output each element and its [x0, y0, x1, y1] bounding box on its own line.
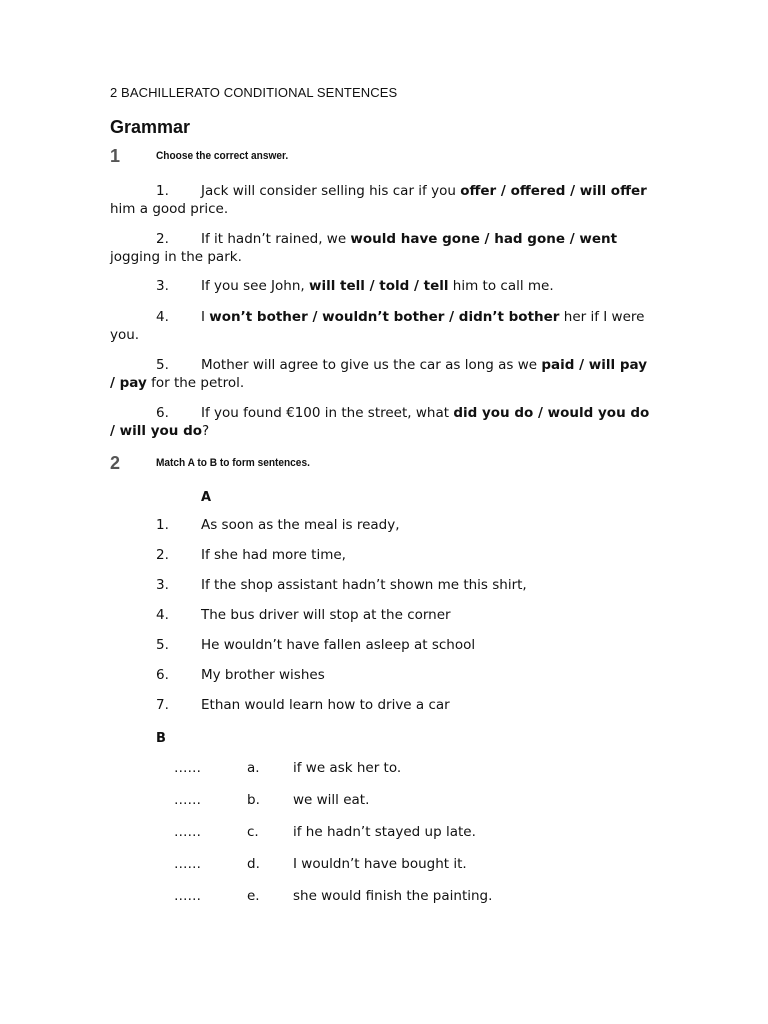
question-6 [110, 404, 655, 440]
option: will pay [588, 357, 648, 373]
question-text: Jack will consider selling his car if you [201, 183, 461, 199]
question-number: 3. [156, 278, 169, 294]
item-text: Ethan would learn how to drive a car [201, 697, 450, 713]
column-a-label: A [201, 490, 212, 505]
item-letter: c. [247, 824, 259, 840]
option: went [579, 231, 618, 247]
question-text: him to call me. [448, 278, 554, 294]
option-separator: / [444, 309, 459, 325]
item-letter: b. [247, 792, 260, 808]
question-number: 2. [156, 231, 169, 247]
item-letter: d. [247, 856, 260, 872]
option-separator: / [110, 423, 120, 439]
option: pay [119, 375, 147, 391]
item-text: she would finish the painting. [293, 888, 493, 904]
item-text: As soon as the meal is ready, [201, 517, 400, 533]
option: will you do [119, 423, 203, 439]
item-number: 3. [156, 577, 169, 593]
item-text: My brother wishes [201, 667, 325, 683]
option: didn’t bother [458, 309, 560, 325]
option-separator: / [565, 231, 580, 247]
item-number: 2. [156, 547, 169, 563]
question-text: him a good price. [110, 201, 229, 217]
option: will offer [579, 183, 647, 199]
option-separator: / [533, 405, 548, 421]
answer-blank: …… [174, 888, 201, 904]
column-b-item [174, 760, 401, 776]
option-separator: / [565, 183, 580, 199]
question-text: Mother will agree to give us the car as long as we [201, 357, 542, 373]
item-number: 1. [156, 517, 169, 533]
option-separator: / [364, 278, 380, 294]
option: paid [541, 357, 575, 373]
answer-blank: …… [174, 856, 201, 872]
question-3 [110, 277, 655, 295]
question-2 [110, 230, 655, 266]
column-a-item [156, 547, 346, 563]
option: wouldn’t bother [322, 309, 445, 325]
option-separator: / [307, 309, 323, 325]
question-number: 5. [156, 357, 169, 373]
option: would have gone [350, 231, 480, 247]
answer-blank: …… [174, 824, 201, 840]
option: had gone [494, 231, 565, 247]
exercise-2-instruction: Match A to B to form sentences. [156, 457, 310, 469]
answer-blank: …… [174, 792, 201, 808]
item-number: 5. [156, 637, 169, 653]
question-1 [110, 182, 655, 218]
question-text: jogging in the park. [110, 249, 242, 265]
option: will tell [309, 278, 365, 294]
option-separator: / [110, 375, 120, 391]
question-text: If you see John, [201, 278, 309, 294]
item-text: He wouldn’t have fallen asleep at school [201, 637, 476, 653]
column-b-label: B [156, 731, 166, 746]
column-a-item [156, 637, 475, 653]
question-text: ? [202, 423, 210, 439]
option: offer [460, 183, 497, 199]
option: told [379, 278, 410, 294]
column-a-item [156, 517, 400, 533]
item-text: I wouldn’t have bought it. [293, 856, 467, 872]
item-text: if he hadn’t stayed up late. [293, 824, 476, 840]
column-b-item [174, 792, 369, 808]
answer-blank: …… [174, 760, 201, 776]
question-text: If it hadn’t rained, we [201, 231, 351, 247]
option: would you do [547, 405, 650, 421]
question-text: If you found €100 in the street, what [201, 405, 454, 421]
item-text: If the shop assistant hadn’t shown me this shirt, [201, 577, 527, 593]
column-b-item [174, 888, 492, 904]
item-number: 6. [156, 667, 169, 683]
item-text: The bus driver will stop at the corner [201, 607, 451, 623]
section-title: Grammar [110, 117, 191, 137]
item-text: we will eat. [293, 792, 370, 808]
item-number: 4. [156, 607, 169, 623]
option: did you do [453, 405, 534, 421]
column-a-item [156, 697, 450, 713]
exercise-2-number: 2 [110, 453, 121, 473]
question-4 [110, 308, 655, 344]
item-letter: a. [247, 760, 260, 776]
item-letter: e. [247, 888, 260, 904]
option-separator: / [409, 278, 424, 294]
item-text: If she had more time, [201, 547, 346, 563]
option: won’t bother [209, 309, 308, 325]
document-header: 2 BACHILLERATO CONDITIONAL SENTENCES [110, 85, 398, 100]
exercise-1-number: 1 [110, 146, 121, 166]
option-separator: / [496, 183, 511, 199]
option-separator: / [479, 231, 495, 247]
column-a-item [156, 607, 451, 623]
question-number: 1. [156, 183, 169, 199]
question-text: for the petrol. [146, 375, 245, 391]
item-text: if we ask her to. [293, 760, 402, 776]
question-number: 4. [156, 309, 169, 325]
option: offered [510, 183, 566, 199]
column-b-item [174, 824, 476, 840]
column-a-item [156, 577, 527, 593]
option: tell [423, 278, 449, 294]
column-a-item [156, 667, 325, 683]
option-separator: / [574, 357, 589, 373]
exercise-1-instruction: Choose the correct answer. [156, 150, 289, 162]
item-number: 7. [156, 697, 169, 713]
question-text: I [201, 309, 210, 325]
question-text: her if I were you. [110, 309, 645, 343]
question-number: 6. [156, 405, 169, 421]
question-5 [110, 356, 655, 392]
column-b-item [174, 856, 467, 872]
